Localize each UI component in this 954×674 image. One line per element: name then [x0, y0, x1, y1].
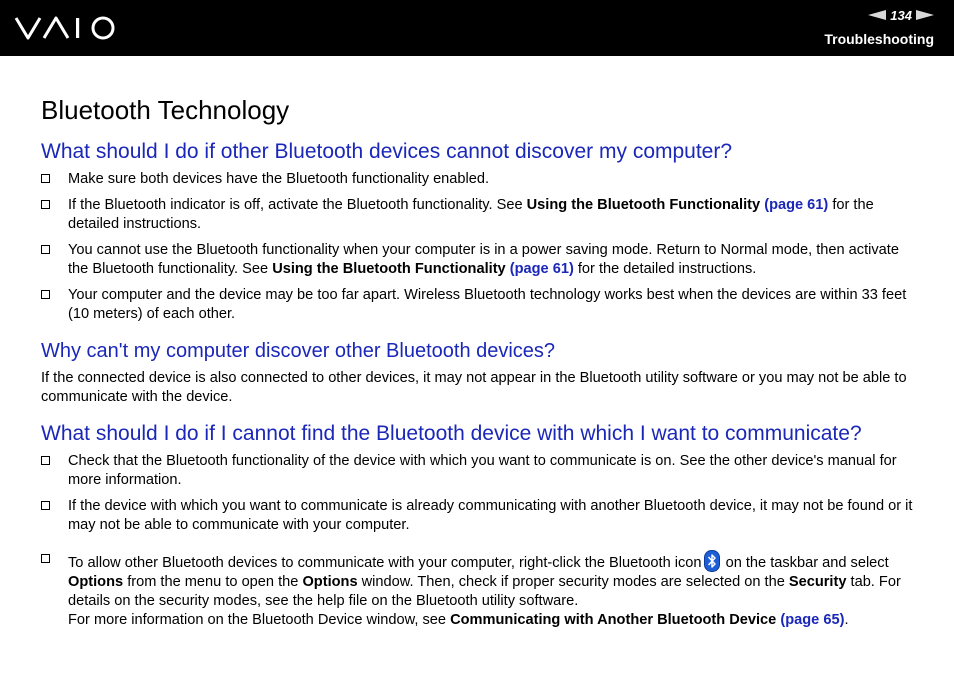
- list-item: Check that the Bluetooth functionality of the device with which you want to communicate is on. See the other device's manual for more information.: [41, 452, 915, 490]
- answer-paragraph: If the connected device is also connected to other devices, it may not appear in the Bluetooth utility software or you may not be able to communicate with the device.: [41, 370, 907, 405]
- bluetooth-icon: [704, 550, 720, 572]
- arrow-right-icon[interactable]: [916, 10, 934, 20]
- page-title: Bluetooth Technology: [41, 95, 290, 125]
- checkbox-bullet-icon: [41, 554, 50, 563]
- list-item: To allow other Bluetooth devices to communicate with your computer, right-click the Bluetooth icon on the taskbar and select Options from the menu to open the Options window. Then, check if proper security modes are selected on the Security tab. For details on the security modes, see the help file on the Bluetooth utility software. For more information on the Bluetooth Device window, see Communicating with Another Bluetooth Device (page 65).: [41, 550, 915, 630]
- page-link[interactable]: (page 65): [780, 612, 845, 628]
- page-content: [41, 94, 915, 630]
- section-label: Troubleshooting: [824, 31, 934, 47]
- page-header: [0, 0, 954, 56]
- list-item: Make sure both devices have the Bluetooth functionality enabled.: [41, 170, 915, 189]
- list-item: If the device with which you want to communicate is already communicating with another Bluetooth device, it may not be found or it may not be able to communicate with your computer.: [41, 497, 915, 535]
- arrow-left-icon[interactable]: [868, 10, 886, 20]
- checkbox-bullet-icon: [41, 245, 50, 254]
- question-heading-1: What should I do if other Bluetooth devices cannot discover my computer?: [41, 140, 733, 163]
- checkbox-bullet-icon: [41, 501, 50, 510]
- list-item: Your computer and the device may be too far apart. Wireless Bluetooth technology works best when the devices are within 33 feet (10 meters) of each other.: [41, 286, 915, 324]
- checkbox-bullet-icon: [41, 174, 50, 183]
- page-link[interactable]: (page 61): [509, 261, 574, 277]
- question-heading-3: What should I do if I cannot find the Bluetooth device with which I want to communicate?: [41, 422, 862, 445]
- question-heading-2: Why can't my computer discover other Bluetooth devices?: [41, 340, 556, 362]
- list-item: You cannot use the Bluetooth functionality when your computer is in a power saving mode. Return to Normal mode, then activate the Bluetooth functionality. See Using the Bluetooth Functionality (page 61) for the detailed instructions.: [41, 241, 915, 279]
- checkbox-bullet-icon: [41, 290, 50, 299]
- page-number: 134: [890, 7, 912, 23]
- bullet-list-3: [41, 452, 915, 630]
- checkbox-bullet-icon: [41, 200, 50, 209]
- bullet-list-1: [41, 170, 915, 324]
- page-link[interactable]: (page 61): [764, 197, 829, 213]
- list-item: If the Bluetooth indicator is off, activate the Bluetooth functionality. See Using the Bluetooth Functionality (page 61) for the detailed instructions.: [41, 196, 915, 234]
- page-navigation: [868, 7, 934, 23]
- vaio-logo: [14, 14, 120, 42]
- checkbox-bullet-icon: [41, 456, 50, 465]
